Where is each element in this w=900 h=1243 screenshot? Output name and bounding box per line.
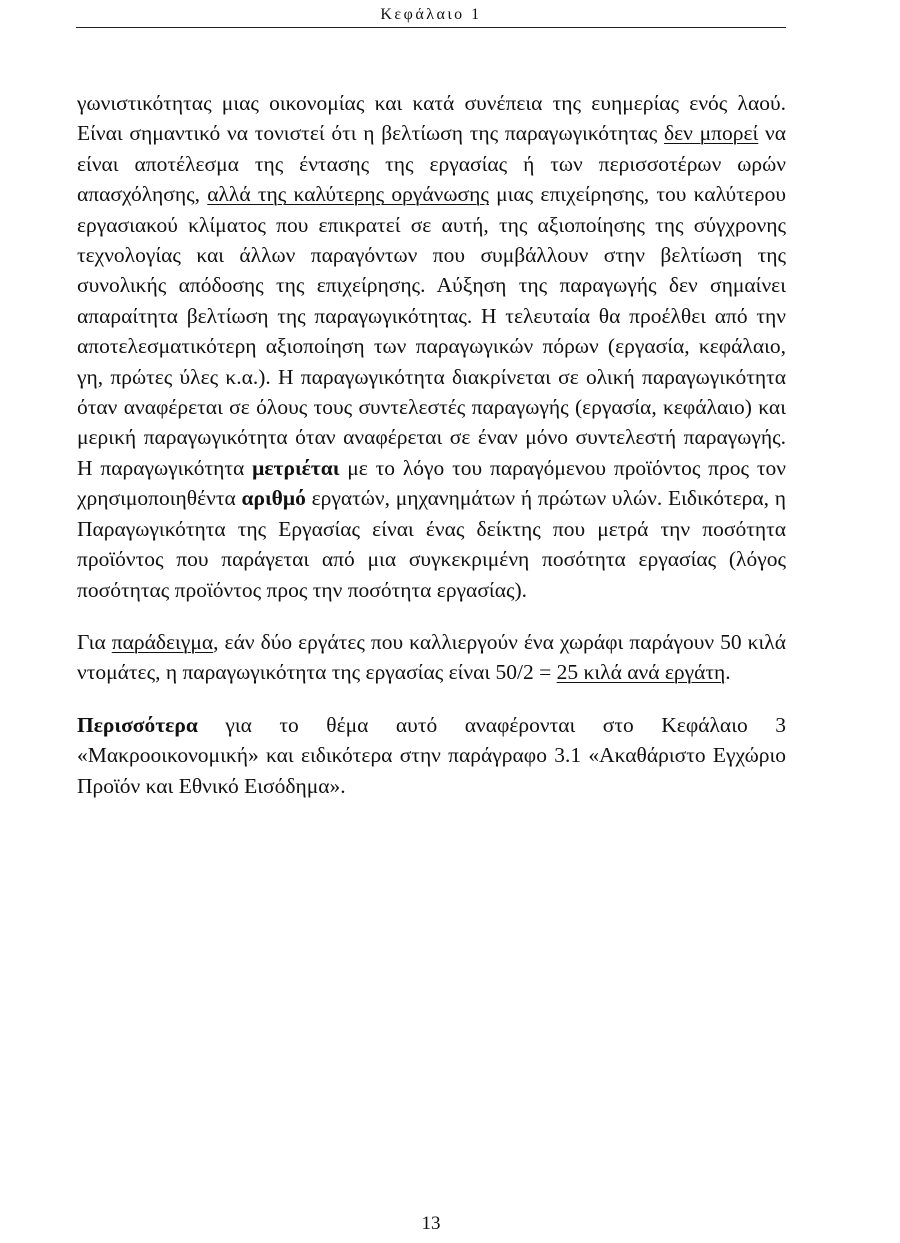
- text-span: Για: [77, 629, 112, 654]
- text-span: μιας επιχείρησης, του καλύτερου εργασιακού κλίματος που επικρατεί σε αυτή, της αξιοποίησης της σύγχρονης τεχνολογίας και άλλων παραγόντων που συμβάλλουν στην βελτίωση της συνολικής απόδοσης της επιχείρησης. Αύξηση της παραγωγής δεν σημαίνει απαραίτητα βελτίωση της παραγωγικότητας. Η τελευταία θα προέλθει από την αποτελεσματικότερη αξιοποίηση των παραγωγικών πόρων (εργασία, κεφάλαιο, γη, πρώτες ύλες κ.α.). Η παραγωγικότητα διακρίνεται σε ολική παραγωγικότητα όταν αναφέρεται σε όλους τους συντελεστές παραγωγής (εργασία, κεφάλαιο) και μερική παραγωγικότητα όταν αναφέρεται σε έναν μόνο συντελεστή παραγωγής. Η παραγωγικότητα: [77, 182, 786, 480]
- text-span: γωνιστικότητας μιας οικονομίας και κατά συνέπεια της ευημερίας ενός λαού. Είναι σημαντικό να τονιστεί ότι η βελτίωση της παραγωγικότητας: [77, 91, 786, 146]
- bold-term: αριθμό: [241, 486, 306, 511]
- underlined-phrase: 25 κιλά ανά εργάτη: [556, 660, 726, 685]
- text-span: , εάν δύο εργάτες που καλλιεργούν ένα χωράφι παράγουν 50 κιλά ντομάτες, η παραγωγικότητα της εργασίας είναι 50/2 =: [77, 629, 786, 685]
- text-span: .: [725, 660, 731, 685]
- header-divider: [76, 27, 786, 28]
- bold-term: μετριέται: [252, 455, 340, 480]
- text-span: με το λόγο του παραγόμενου προϊόντος προς τον χρησιμοποιηθέντα: [77, 455, 786, 511]
- underlined-phrase: δεν μπορεί: [664, 121, 759, 146]
- text-span: να είναι αποτέλεσμα της έντασης της εργασίας ή των περισσοτέρων ωρών απασχόλησης,: [77, 121, 786, 207]
- bold-term: Περισσότερα: [77, 712, 198, 737]
- page-body: [77, 88, 786, 801]
- paragraph-cross-reference: [77, 710, 786, 801]
- running-header: Κεφάλαιο 1: [380, 6, 482, 23]
- paragraph-productivity-definition: [77, 88, 786, 605]
- text-span: εργατών, μηχανημάτων ή πρώτων υλών. Ειδικότερα, η Παραγωγικότητα της Εργασίας είναι ένας δείκτης που μετρά την ποσότητα προϊόντος που παράγεται από μια συγκεκριμένη ποσότητα εργασίας (λόγος ποσότητας προϊόντος προς την ποσότητα εργασίας).: [77, 486, 786, 602]
- text-span: για το θέμα αυτό αναφέρονται στο Κεφάλαιο 3 «Μακροοικονομική» και ειδικότερα στην παράγραφο 3.1 «Ακαθάριστο Εγχώριο Προϊόν και Εθνικό Εισόδημα».: [77, 712, 786, 798]
- underlined-phrase: παράδειγμα: [111, 629, 214, 654]
- paragraph-example: [77, 627, 786, 688]
- page-number: 13: [421, 1213, 441, 1234]
- underlined-phrase: αλλά της καλύτερης οργάνωσης: [207, 182, 489, 207]
